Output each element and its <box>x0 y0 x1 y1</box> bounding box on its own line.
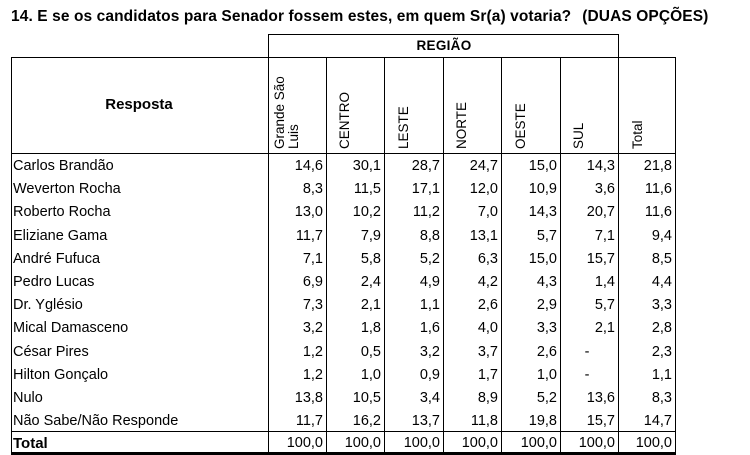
row-label: Weverton Rocha <box>13 181 121 198</box>
column-header-label: CENTRO <box>337 92 352 149</box>
table-row <box>11 364 674 387</box>
cell-value: 11,5 <box>353 181 381 198</box>
cell-value: 7,0 <box>477 204 498 221</box>
cell-value: 3,2 <box>302 320 323 337</box>
column-header-total <box>621 57 678 153</box>
cell-value: 2,3 <box>651 343 672 360</box>
table-row <box>11 178 674 201</box>
table-row <box>11 155 674 178</box>
column-header-grande-sao-luis <box>270 57 327 153</box>
cell-value: 15,0 <box>528 158 557 174</box>
table-row <box>11 317 674 340</box>
row-label: André Fufuca <box>13 250 101 267</box>
cell-value: 15,7 <box>586 250 615 267</box>
cell-value: 7,9 <box>360 227 381 244</box>
cell-value: 1,1 <box>651 366 672 383</box>
table-total-row <box>11 432 674 455</box>
cell-value: 6,3 <box>477 250 498 267</box>
cell-value: 2,4 <box>360 274 381 290</box>
cell-value: 100,0 <box>286 435 323 451</box>
cell-value: 7,1 <box>302 250 323 267</box>
cell-value: 5,8 <box>360 250 381 267</box>
cell-value: 4,0 <box>477 320 498 337</box>
cell-value: 14,7 <box>643 413 672 430</box>
cell-value: 1,0 <box>536 366 557 383</box>
cell-value: 100,0 <box>520 435 557 451</box>
cell-value: 100,0 <box>403 435 440 451</box>
cell-value: 30,1 <box>352 158 381 174</box>
table-row <box>11 248 674 271</box>
table-title <box>11 8 708 26</box>
cell-value: 2,1 <box>594 320 615 337</box>
cell-value: 100,0 <box>344 435 381 451</box>
column-header-label: LESTE <box>396 106 411 149</box>
cell-value: - <box>584 343 590 360</box>
cell-value: 14,6 <box>294 158 323 174</box>
table-row <box>11 387 674 410</box>
table-row <box>11 410 674 433</box>
column-header-label: OESTE <box>513 103 528 149</box>
cell-value: 3,6 <box>594 181 615 198</box>
row-label: Eliziane Gama <box>13 227 108 244</box>
cell-value: 1,7 <box>477 366 498 383</box>
cell-value: 11,6 <box>644 181 672 198</box>
cell-value: 100,0 <box>635 435 672 451</box>
cell-value: 100,0 <box>461 435 498 451</box>
cell-value: 100,0 <box>578 435 615 451</box>
column-header-oeste <box>504 57 561 153</box>
row-header: Resposta <box>105 96 173 113</box>
row-label: Nulo <box>13 390 43 406</box>
column-header-leste <box>387 57 444 153</box>
cell-value: 8,5 <box>651 250 672 267</box>
cell-value: 14,3 <box>528 204 557 221</box>
cell-value: 3,3 <box>651 297 672 314</box>
cell-value: 1,8 <box>360 320 381 337</box>
cell-value: 1,0 <box>360 366 381 383</box>
cell-value: 17,1 <box>411 181 440 198</box>
cell-value: 20,7 <box>586 204 615 221</box>
row-label: Não Sabe/Não Responde <box>13 413 179 430</box>
cell-value: 3,7 <box>477 343 498 360</box>
cell-value: 8,3 <box>302 181 323 198</box>
cell-value: 7,1 <box>594 227 615 244</box>
cell-value: 16,2 <box>352 413 381 430</box>
row-label: Pedro Lucas <box>13 274 95 290</box>
cell-value: 3,2 <box>419 343 440 360</box>
cell-value: 28,7 <box>411 158 440 174</box>
table-row <box>11 294 674 317</box>
cell-value: 11,7 <box>295 413 323 430</box>
cell-value: 5,7 <box>594 297 615 314</box>
cell-value: 1,2 <box>302 343 323 360</box>
cell-value: 19,8 <box>528 413 557 430</box>
cell-value: 13,8 <box>294 390 323 406</box>
cell-value: 4,2 <box>477 274 498 290</box>
cell-value: 2,9 <box>536 297 557 314</box>
column-header-label: Total <box>630 120 645 149</box>
column-header-label: SUL <box>571 122 586 149</box>
table-row <box>11 271 674 294</box>
cell-value: 0,9 <box>419 366 440 383</box>
cell-value: 11,7 <box>295 227 323 244</box>
cell-value: 24,7 <box>469 158 498 174</box>
cell-value: 13,6 <box>586 390 615 406</box>
cell-value: 2,1 <box>360 297 381 314</box>
cell-value: 2,8 <box>651 320 672 337</box>
cell-value: 2,6 <box>536 343 557 360</box>
column-header-label: NORTE <box>454 101 469 149</box>
row-label: Total <box>13 435 48 452</box>
cell-value: 5,7 <box>536 227 557 244</box>
cell-value: 14,3 <box>586 158 615 174</box>
cell-value: 5,2 <box>419 250 440 267</box>
cell-value: 1,6 <box>419 320 440 337</box>
cell-value: 7,3 <box>302 297 323 314</box>
cell-value: 3,4 <box>419 390 440 406</box>
cell-value: 8,3 <box>651 390 672 406</box>
cell-value: 13,1 <box>469 227 498 244</box>
row-label: Hilton Gonçalo <box>13 366 109 383</box>
cell-value: 3,3 <box>536 320 557 337</box>
cell-value: 1,4 <box>594 274 615 290</box>
cell-value: 13,0 <box>294 204 323 221</box>
cell-value: 15,7 <box>586 413 615 430</box>
cell-value: 4,4 <box>651 274 672 290</box>
cell-value: 10,5 <box>352 390 381 406</box>
region-header: REGIÃO <box>416 38 472 53</box>
column-header-line1: Grande São <box>272 76 287 149</box>
cell-value: 11,6 <box>644 204 672 221</box>
cell-value: 5,2 <box>536 390 557 406</box>
row-label: Mical Damasceno <box>13 320 129 337</box>
column-header-sul <box>562 57 619 153</box>
cell-value: 11,2 <box>412 204 440 221</box>
question-text: 14. E se os candidatos para Senador fossem estes, em quem Sr(a) votaria? <box>11 8 572 25</box>
cell-value: 4,3 <box>536 274 557 290</box>
cell-value: 15,0 <box>528 250 557 267</box>
column-header-norte <box>445 57 502 153</box>
cell-value: 12,0 <box>469 181 498 198</box>
cell-value: 13,7 <box>411 413 440 430</box>
cell-value: 2,6 <box>477 297 498 314</box>
cell-value: 10,2 <box>352 204 381 221</box>
cell-value: 8,8 <box>419 227 440 244</box>
row-label: Carlos Brandão <box>13 158 114 174</box>
row-label: Roberto Rocha <box>13 204 111 221</box>
cell-value: 10,9 <box>528 181 557 198</box>
cell-value: 1,2 <box>302 366 323 383</box>
cell-value: 1,1 <box>419 297 440 314</box>
cell-value: - <box>584 366 590 383</box>
row-label: César Pires <box>13 343 89 360</box>
cell-value: 6,9 <box>302 274 323 290</box>
table-row <box>11 201 674 224</box>
column-header-line2: Luis <box>286 124 301 149</box>
table-row <box>11 225 674 248</box>
cell-value: 11,8 <box>470 413 498 430</box>
cell-value: 9,4 <box>651 227 672 244</box>
cell-value: 8,9 <box>477 390 498 406</box>
column-header-centro <box>328 57 385 153</box>
row-label: Dr. Yglésio <box>13 297 83 314</box>
cell-value: 21,8 <box>643 158 672 174</box>
table-row <box>11 341 674 364</box>
cell-value: 4,9 <box>419 274 440 290</box>
question-subtitle: (DUAS OPÇÕES) <box>582 8 709 25</box>
cell-value: 0,5 <box>360 343 381 360</box>
